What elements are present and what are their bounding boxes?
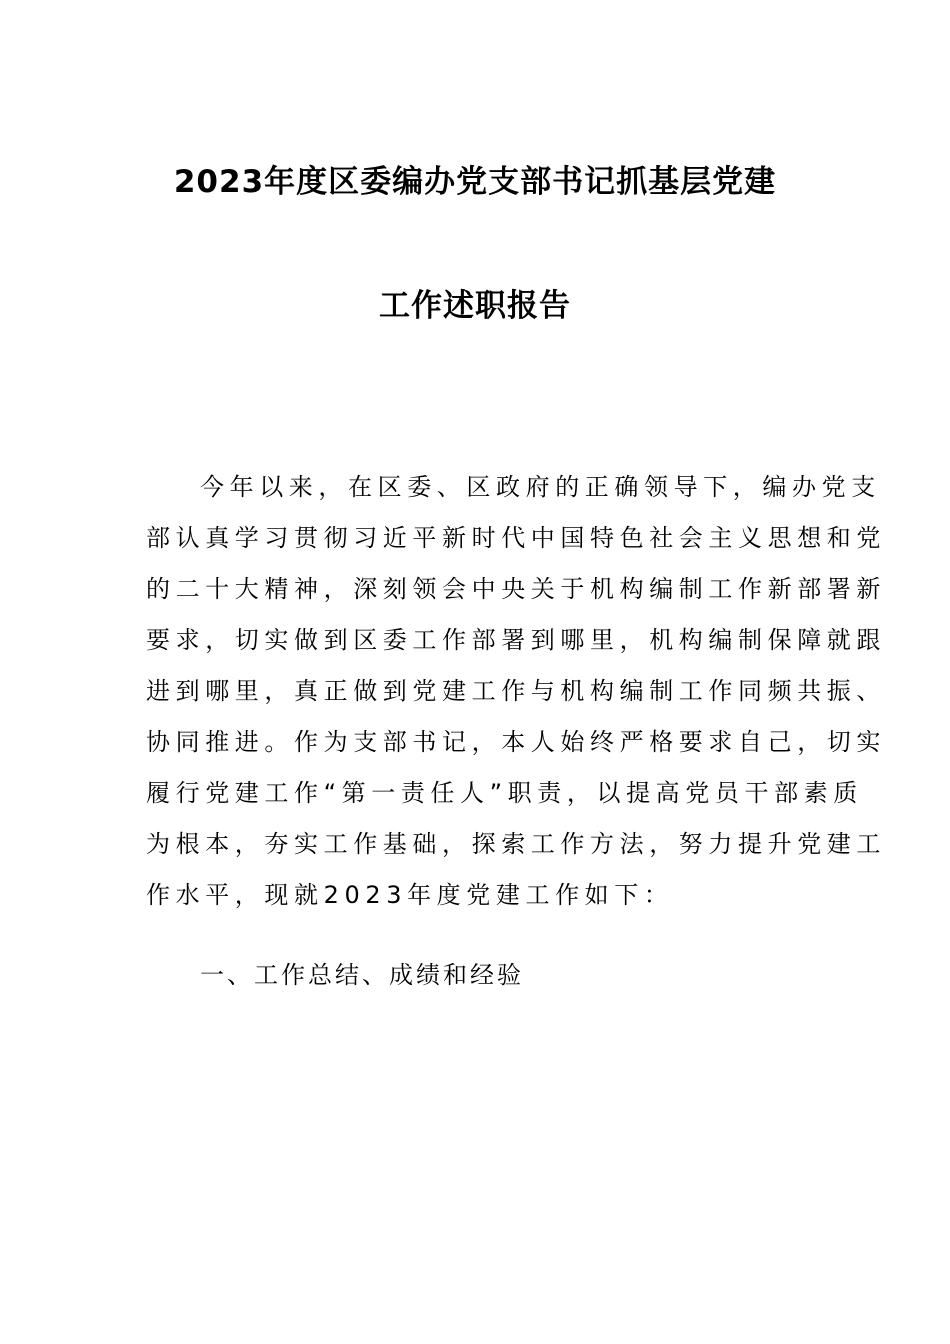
body-paragraph: [146, 462, 886, 921]
paragraph-line: 履行党建工作“第一责任人”职责，以提高党员干部素质: [146, 779, 863, 807]
paragraph-line: 的二十大精神，深刻领会中央关于机构编制工作新部署新: [146, 575, 886, 603]
paragraph-line: 协同推进。作为支部书记，本人始终严格要求自己，切实: [146, 728, 886, 756]
paragraph-line: 要求，切实做到区委工作部署到哪里，机构编制保障就跟: [146, 626, 886, 654]
document-title-line-1: 2023年度区委编办党支部书记抓基层党建: [173, 164, 777, 200]
paragraph-line: 作水平，现就2023年度党建工作如下：: [146, 881, 674, 909]
paragraph-line: 为根本，夯实工作基础，探索工作方法，努力提升党建工: [146, 830, 886, 858]
paragraph-line: 部认真学习贯彻习近平新时代中国特色社会主义思想和党: [146, 524, 886, 552]
paragraph-line: 今年以来，在区委、区政府的正确领导下，编办党支: [200, 473, 881, 501]
paragraph-line: 进到哪里，真正做到党建工作与机构编制工作同频共振、: [146, 677, 886, 705]
section-heading: 一、工作总结、成绩和经验: [200, 961, 524, 989]
document-title-line-2: 工作述职报告: [379, 288, 571, 324]
